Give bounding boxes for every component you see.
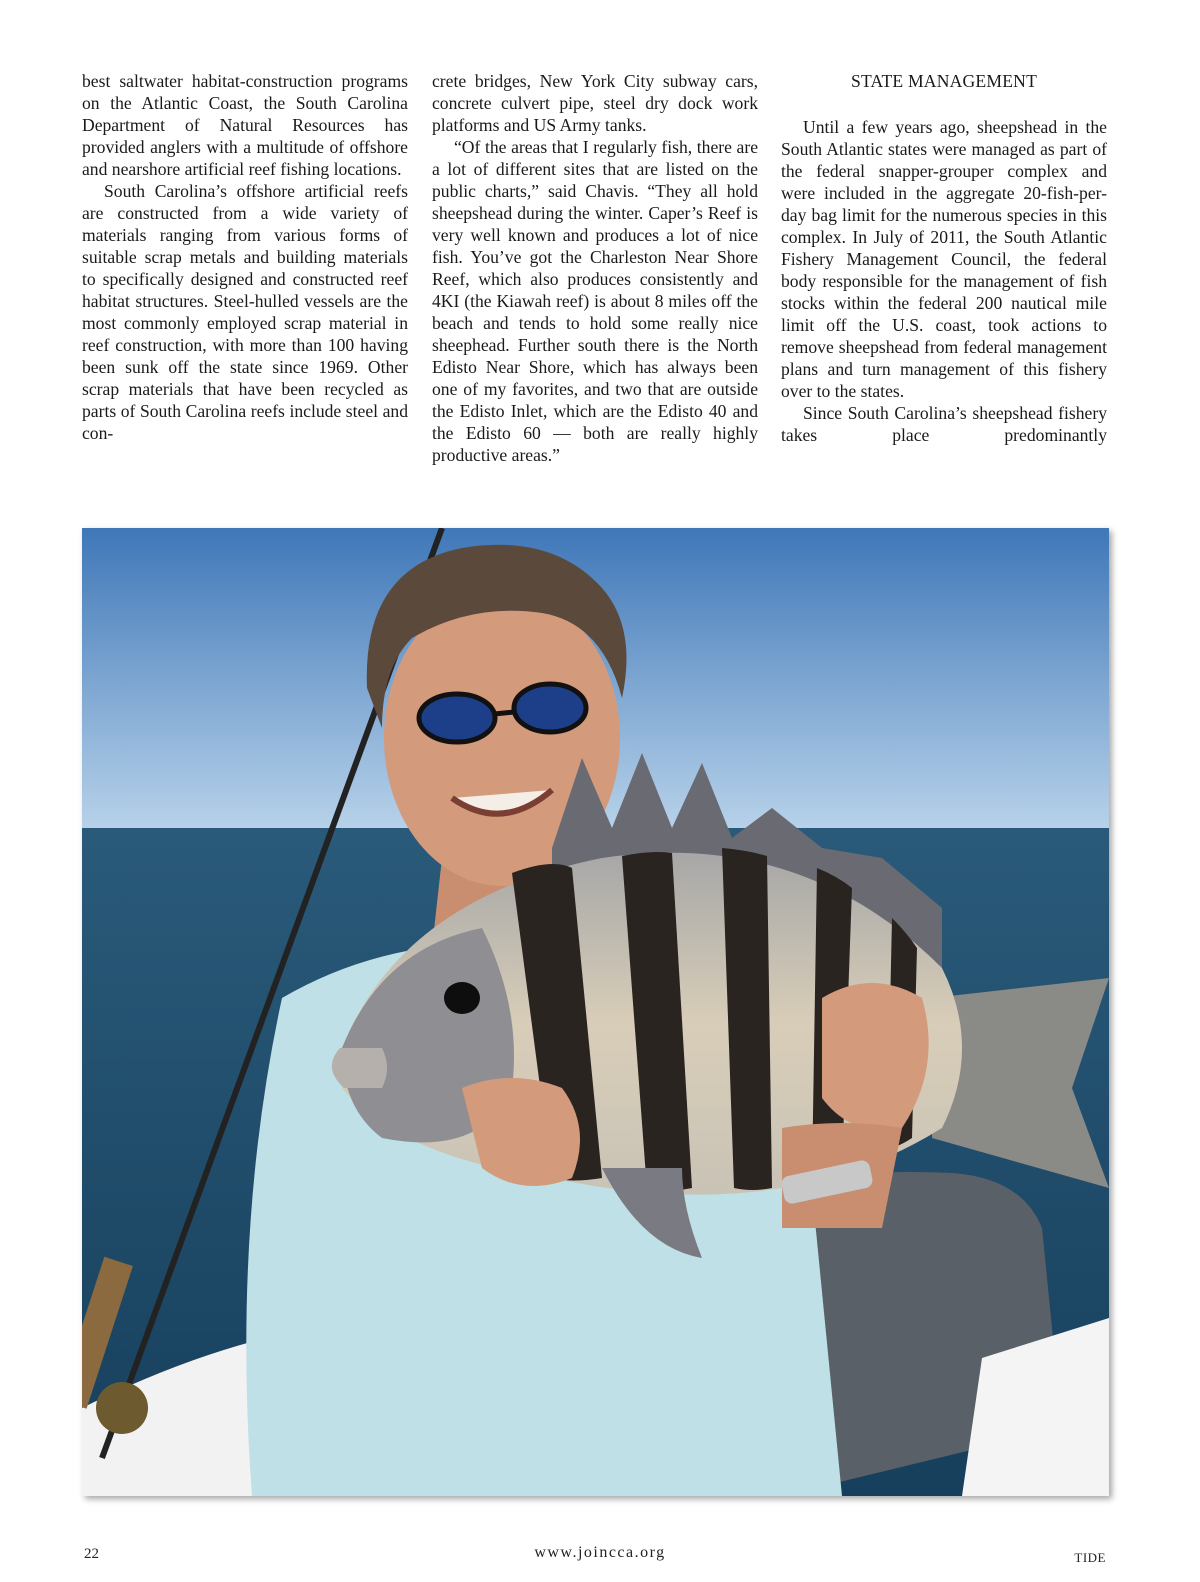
sunglasses-left-lens	[419, 694, 495, 742]
paragraph: South Carolina’s offshore artificial reefs are constructed from a wide variety of materials ranging from various forms of suitable scrap metals and building materials to specifically designed and constructed reef habitat structures. Steel-hulled vessels are the most commonly employed scrap material in reef construction, with more than 100 having been sunk off the state since 1969. Other scrap materials that have been recycled as parts of South Carolina reefs include steel and con-	[82, 181, 408, 443]
paragraph: Since South Carolina’s sheepshead fishery takes place predominantly	[781, 403, 1107, 445]
section-heading: STATE MANAGEMENT	[850, 71, 1038, 91]
paragraph: “Of the areas that I regularly fish, there are a lot of different sites that are listed on the public charts,” said Chavis. “They all hold sheepshead during the winter. Caper’s Reef is very well known and produces a lot of nice fish. You’ve got the Charleston Near Shore Reef, which also produces consistently and 4KI (the Kiawah reef) is about 8 miles off the beach and tends to hold some really nice sheephead. Further south there is the North Edisto Near Shore, which has always been one of my favorites, and two that are outside the Edisto Inlet, which are the Edisto 40 and the Edisto 60 — both are really highly productive areas.”	[432, 137, 758, 465]
article-column-3	[781, 70, 1107, 446]
site-url: www.joincca.org	[534, 1544, 666, 1561]
paragraph: crete bridges, New York City subway cars, concrete culvert pipe, steel dry dock work platforms and US Army tanks.	[432, 71, 758, 135]
fish-eye	[444, 982, 480, 1014]
fish-mouth	[332, 1048, 387, 1088]
page-number: 22	[84, 1546, 99, 1562]
magazine-name: TIDE	[1074, 1550, 1106, 1565]
right-hand	[822, 983, 929, 1130]
paragraph: best saltwater habitat-construction programs on the Atlantic Coast, the South Carolina Department of Natural Resources has provided anglers with a multitude of offshore and nearshore artificial reef fishing locations.	[82, 71, 408, 179]
sunglasses-right-lens	[514, 684, 586, 732]
paragraph: Until a few years ago, sheepshead in the South Atlantic states were managed as part of the federal snapper-grouper complex and were included in the aggregate 20-fish-per-day bag limit for the numerous species in this complex. In July of 2011, the South Atlantic Fishery Management Council, the federal body responsible for the management of fish stocks within the federal 200 nautical mile limit off the U.S. coast, took actions to remove sheepshead from federal management plans and turn management of this fishery over to the states.	[781, 117, 1107, 401]
fishing-reel	[96, 1382, 148, 1434]
article-column-1	[82, 70, 408, 444]
sunglasses-bridge	[494, 712, 514, 714]
angler-with-sheepshead-photo	[82, 528, 1109, 1496]
article-column-2	[432, 70, 758, 466]
